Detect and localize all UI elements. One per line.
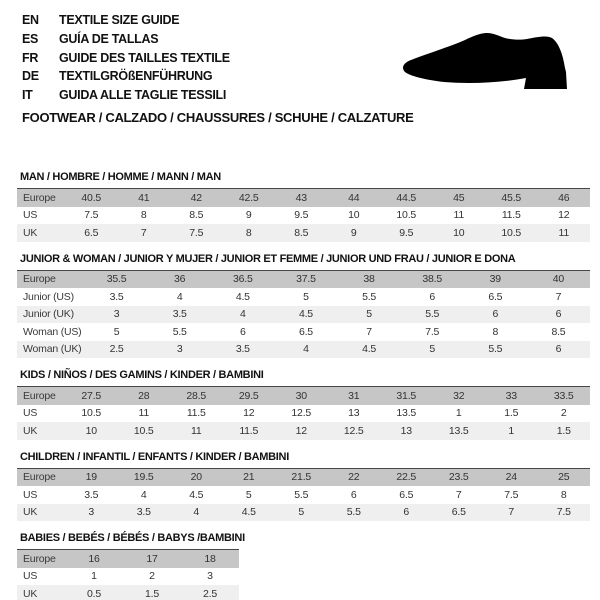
size-cell: 6: [350, 488, 357, 501]
size-cell: 40: [527, 270, 590, 288]
table-row: [17, 585, 239, 600]
size-cell: 38.5: [401, 270, 464, 288]
row-label-cell: Europe: [17, 387, 65, 405]
size-cell: 7.5: [425, 325, 440, 338]
size-cell: 6: [527, 306, 590, 324]
language-title: GUÍA DE TALLAS: [59, 31, 159, 46]
size-cell: 17: [123, 550, 181, 568]
table-row: [17, 224, 590, 242]
size-cell: 5.5: [328, 504, 381, 522]
size-cell: 23.5: [433, 468, 486, 486]
section-title: CHILDREN / INFANTIL / ENFANTS / KINDER / BAMBINI: [20, 450, 289, 463]
size-cell: 32: [433, 387, 486, 405]
table-row: [17, 270, 590, 288]
size-cell: 42.5: [223, 189, 276, 207]
row-label-cell: UK: [17, 422, 65, 440]
size-cell: 42: [170, 189, 223, 207]
size-cell: 4.5: [223, 504, 276, 522]
size-cell: 21: [223, 468, 276, 486]
size-cell: 7: [485, 504, 538, 522]
table-row: [17, 486, 590, 504]
row-label-cell: Europe: [17, 270, 85, 288]
row-label-cell: Europe: [17, 550, 65, 568]
size-table-babies: [17, 549, 239, 600]
size-table-kids: [17, 386, 590, 440]
size-cell: 11.5: [186, 407, 206, 420]
size-cell: 12: [243, 407, 255, 420]
size-cell: 12: [275, 422, 328, 440]
size-cell: 6: [380, 504, 433, 522]
size-cell: 3.5: [148, 306, 211, 324]
table-row: [17, 341, 590, 359]
size-cell: 31: [328, 387, 381, 405]
size-cell: 4: [176, 290, 183, 303]
size-cell: 4: [274, 341, 337, 359]
size-cell: 7: [366, 325, 372, 338]
row-label-cell: US: [23, 407, 38, 420]
size-cell: 8.5: [275, 224, 328, 242]
table-row: [17, 550, 239, 568]
size-cell: 5.5: [294, 488, 309, 501]
size-cell: 5.5: [464, 341, 527, 359]
language-row: [22, 86, 230, 105]
size-cell: 35.5: [85, 270, 148, 288]
size-table-man: [17, 188, 590, 242]
language-title: TEXTILE SIZE GUIDE: [59, 13, 180, 27]
size-cell: 29.5: [223, 387, 276, 405]
category-line: FOOTWEAR / CALZADO / CHAUSSURES / SCHUHE / CALZATURE: [22, 110, 414, 125]
size-cell: 11: [453, 209, 464, 222]
table-row: [17, 468, 590, 486]
size-cell: 3.5: [109, 290, 124, 303]
size-sections: [17, 171, 590, 600]
size-cell: 39: [464, 270, 527, 288]
size-cell: 22.5: [380, 468, 433, 486]
size-table-children: [17, 468, 590, 522]
size-cell: 6: [239, 325, 246, 338]
size-cell: 12.5: [328, 422, 381, 440]
size-cell: 2.5: [85, 341, 148, 359]
size-cell: 1.5: [538, 422, 591, 440]
language-code: FR: [22, 50, 39, 65]
size-cell: 1: [91, 570, 97, 583]
size-cell: 5: [113, 325, 120, 338]
size-cell: 28.5: [170, 387, 223, 405]
size-cell: 9: [245, 209, 252, 222]
size-cell: 11: [538, 224, 591, 242]
row-label-cell: Europe: [17, 468, 65, 486]
section-title: JUNIOR & WOMAN / JUNIOR Y MUJER / JUNIOR ET FEMME / JUNIOR UND FRAU / JUNIOR E DONA: [20, 252, 516, 265]
size-section-children: [17, 451, 590, 522]
size-cell: 7.5: [504, 488, 519, 501]
size-cell: 1.5: [504, 407, 519, 420]
size-cell: 6.5: [399, 488, 414, 501]
row-label-cell: UK: [17, 585, 65, 600]
language-row: [22, 30, 230, 49]
size-cell: 3.5: [118, 504, 171, 522]
table-row: [17, 288, 590, 306]
section-title: MAN / HOMBRE / HOMME / MANN / MAN: [20, 171, 221, 183]
size-cell: 1: [455, 407, 462, 420]
size-cell: 5.5: [362, 290, 377, 303]
size-cell: 4.5: [338, 341, 401, 359]
size-section-junior-woman: [17, 253, 590, 359]
size-cell: 46: [538, 189, 591, 207]
size-cell: 7.5: [84, 209, 99, 222]
language-title: GUIDE DES TAILLES TEXTILE: [59, 50, 230, 65]
table-row: [17, 189, 590, 207]
size-cell: 11.5: [223, 422, 276, 440]
size-cell: 7: [555, 290, 562, 303]
row-label-cell: US: [23, 488, 38, 501]
size-cell: 45.5: [485, 189, 538, 207]
language-title: TEXTILGRÖßENFÜHRUNG: [59, 69, 213, 84]
size-cell: 9.5: [294, 209, 309, 222]
size-cell: 3.5: [84, 488, 99, 501]
size-cell: 19.5: [118, 468, 171, 486]
dress-shoe-icon: [399, 30, 575, 93]
size-cell: 8: [223, 224, 276, 242]
row-label-cell: UK: [17, 504, 65, 522]
size-cell: 10: [348, 209, 360, 222]
size-cell: 45: [433, 189, 486, 207]
size-cell: 12: [558, 209, 570, 222]
size-cell: 40.5: [65, 189, 118, 207]
size-section-kids: [17, 369, 590, 440]
language-row: [22, 11, 230, 30]
language-code: IT: [22, 88, 33, 103]
table-row: [17, 504, 590, 522]
size-cell: 18: [181, 550, 239, 568]
size-cell: 1.5: [123, 585, 181, 600]
size-cell: 13: [380, 422, 433, 440]
size-cell: 8.5: [551, 325, 566, 338]
size-cell: 43: [275, 189, 328, 207]
size-cell: 3: [85, 306, 148, 324]
language-code: EN: [22, 13, 39, 27]
language-title: GUIDA ALLE TAGLIE TESSILI: [59, 88, 227, 103]
size-cell: 7: [118, 224, 171, 242]
size-cell: 33.5: [538, 387, 591, 405]
table-row: [17, 422, 590, 440]
size-cell: 4.5: [189, 488, 204, 501]
size-table-junior-woman: [17, 270, 590, 359]
size-cell: 5.5: [401, 306, 464, 324]
row-label-cell: Europe: [17, 189, 65, 207]
size-section-babies: [17, 532, 590, 600]
language-row: [22, 67, 230, 86]
size-cell: 4: [211, 306, 274, 324]
size-cell: 3.5: [211, 341, 274, 359]
size-cell: 28: [118, 387, 171, 405]
size-cell: 4: [170, 504, 223, 522]
size-cell: 6: [429, 290, 435, 303]
size-cell: 10.5: [485, 224, 538, 242]
size-cell: 5: [303, 290, 309, 303]
size-cell: 5.5: [172, 325, 187, 338]
size-cell: 21.5: [275, 468, 328, 486]
size-cell: 44.5: [380, 189, 433, 207]
table-row: [17, 323, 590, 341]
language-code: DE: [22, 69, 39, 84]
size-cell: 4.5: [274, 306, 337, 324]
table-row: [17, 387, 590, 405]
size-cell: 41: [118, 189, 171, 207]
size-cell: 27.5: [65, 387, 118, 405]
table-row: [17, 568, 239, 586]
size-cell: 16: [65, 550, 123, 568]
size-cell: 5: [338, 306, 401, 324]
table-row: [17, 306, 590, 324]
table-row: [17, 207, 590, 225]
size-cell: 10: [433, 224, 486, 242]
size-cell: 2: [149, 570, 155, 583]
size-cell: 8: [492, 325, 499, 338]
row-label-cell: UK: [17, 224, 65, 242]
size-cell: 13.5: [396, 407, 417, 420]
size-cell: 6.5: [298, 325, 313, 338]
language-list: [22, 11, 230, 105]
size-cell: 36: [148, 270, 211, 288]
size-cell: 13.5: [433, 422, 486, 440]
size-cell: 31.5: [380, 387, 433, 405]
size-cell: 5: [275, 504, 328, 522]
size-cell: 13: [348, 407, 360, 420]
row-label-cell: US: [23, 209, 38, 222]
row-label-cell: Woman (UK): [17, 341, 85, 359]
size-cell: 6: [464, 306, 527, 324]
size-cell: 4.5: [235, 290, 250, 303]
size-cell: 30: [275, 387, 328, 405]
size-cell: 20: [170, 468, 223, 486]
size-cell: 1: [485, 422, 538, 440]
size-cell: 8: [140, 209, 147, 222]
size-cell: 10.5: [118, 422, 171, 440]
size-cell: 10.5: [81, 407, 102, 420]
size-cell: 11.5: [501, 209, 521, 222]
size-cell: 24: [485, 468, 538, 486]
size-cell: 37.5: [274, 270, 337, 288]
size-cell: 5: [401, 341, 464, 359]
size-cell: 22: [328, 468, 381, 486]
size-cell: 36.5: [211, 270, 274, 288]
language-code: ES: [22, 31, 39, 46]
size-cell: 3: [207, 570, 213, 583]
section-title: BABIES / BEBÉS / BÉBÉS / BABYS /BAMBINI: [20, 532, 245, 544]
size-cell: 44: [328, 189, 381, 207]
row-label-cell: Junior (US): [23, 290, 74, 303]
size-cell: 25: [538, 468, 591, 486]
size-cell: 6: [527, 341, 590, 359]
size-cell: 6.5: [65, 224, 118, 242]
size-section-man: [17, 171, 590, 242]
table-row: [17, 405, 590, 423]
size-cell: 9: [328, 224, 381, 242]
size-cell: 6.5: [433, 504, 486, 522]
size-cell: 4: [140, 488, 147, 501]
section-title: KIDS / NIÑOS / DES GAMINS / KINDER / BAMBINI: [20, 369, 264, 381]
size-cell: 8.5: [189, 209, 204, 222]
size-cell: 8: [560, 488, 567, 501]
size-cell: 0.5: [65, 585, 123, 600]
size-cell: 12.5: [291, 407, 312, 420]
size-cell: 19: [65, 468, 118, 486]
size-cell: 10: [65, 422, 118, 440]
size-cell: 11: [138, 407, 149, 420]
row-label-cell: US: [23, 570, 38, 583]
size-cell: 38: [338, 270, 401, 288]
size-cell: 7.5: [170, 224, 223, 242]
row-label-cell: Woman (US): [23, 325, 82, 338]
size-cell: 3: [65, 504, 118, 522]
size-cell: 3: [148, 341, 211, 359]
size-cell: 11: [170, 422, 223, 440]
size-cell: 7: [455, 488, 462, 501]
size-cell: 2: [560, 407, 567, 420]
size-cell: 10.5: [396, 209, 417, 222]
language-row: [22, 49, 230, 68]
size-cell: 6.5: [488, 290, 503, 303]
size-cell: 5: [245, 488, 252, 501]
size-cell: 9.5: [380, 224, 433, 242]
size-cell: 7.5: [538, 504, 591, 522]
size-cell: 33: [485, 387, 538, 405]
size-cell: 2.5: [181, 585, 239, 600]
row-label-cell: Junior (UK): [17, 306, 85, 324]
